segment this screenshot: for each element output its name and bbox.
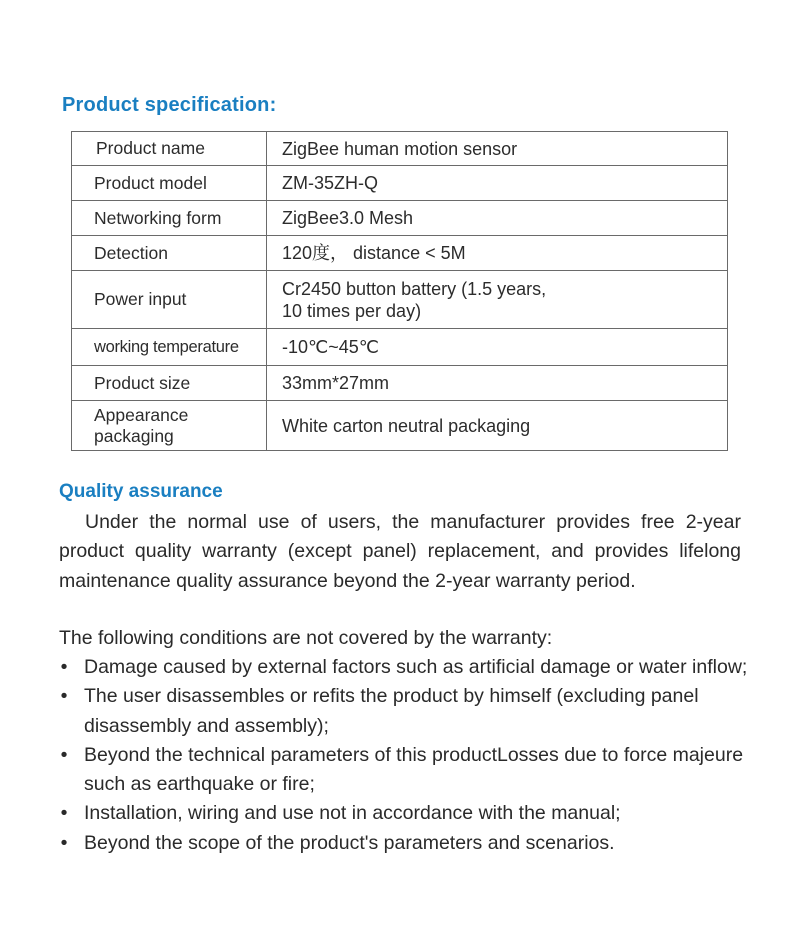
spec-key-line: Appearance [94,404,189,425]
spec-row [72,329,728,366]
warranty-paragraph-text: Under the normal use of users, the manufacturer provides free 2-year product quality warranty (except panel) replacement, and provides lifelong maintenance quality assurance beyond the 2-year warranty period. [59,511,741,592]
spec-row [72,132,728,166]
conditions-intro: The following conditions are not covered by the warranty: [59,627,553,649]
spec-value: ZigBee3.0 Mesh [267,201,728,236]
bullet-icon: • [60,831,68,854]
spec-key: Networking form [72,201,267,236]
spec-value: ZM-35ZH-Q [267,166,728,201]
spec-table [71,131,728,451]
list-item [59,741,749,800]
bullet-icon: • [60,685,68,708]
bullet-icon: • [60,656,68,678]
spec-row [72,166,728,201]
spec-key: Product model [72,166,267,201]
spec-key: Product size [72,366,267,401]
spec-value [267,271,728,329]
spec-key: working temperature [72,329,267,366]
spec-key: Detection [72,236,267,271]
spec-row [72,366,728,401]
bullet-icon: • [60,802,68,825]
bullet-icon: • [60,743,68,766]
spec-heading: Product specification: [62,94,277,116]
spec-row [72,236,728,271]
spec-key [72,401,267,451]
spec-row [72,271,728,329]
list-item [59,799,749,828]
spec-key: Power input [72,271,267,329]
spec-value: 33mm*27mm [267,366,728,401]
list-item [59,653,749,682]
spec-value: White carton neutral packaging [267,401,728,451]
condition-text: The user disassembles or refits the product by himself (excluding panel disassembly and assembly); [84,685,699,737]
conditions-list [59,653,749,858]
spec-key-line: packaging [94,425,174,446]
condition-text: Damage caused by external factors such as artificial damage or water inflow; [84,656,748,678]
spec-value-line: Cr2450 button battery (1.5 years, [282,278,547,299]
spec-row [72,201,728,236]
spec-value: 120度， distance < 5M [267,236,728,271]
spec-value: ZigBee human motion sensor [267,132,728,166]
condition-text: Beyond the technical parameters of this productLosses due to force majeure such as earthquake or fire; [84,743,744,796]
warranty-paragraph [59,508,741,596]
list-item [59,829,749,858]
spec-key: Product name [72,132,267,166]
condition-text: Installation, wiring and use not in accordance with the manual; [84,802,621,825]
spec-row [72,401,728,451]
list-item [59,682,749,741]
spec-value: -10℃~45℃ [267,329,728,366]
quality-heading: Quality assurance [59,481,223,502]
spec-value-line: 10 times per day) [282,300,422,321]
condition-text: Beyond the scope of the product's parameters and scenarios. [84,831,615,854]
